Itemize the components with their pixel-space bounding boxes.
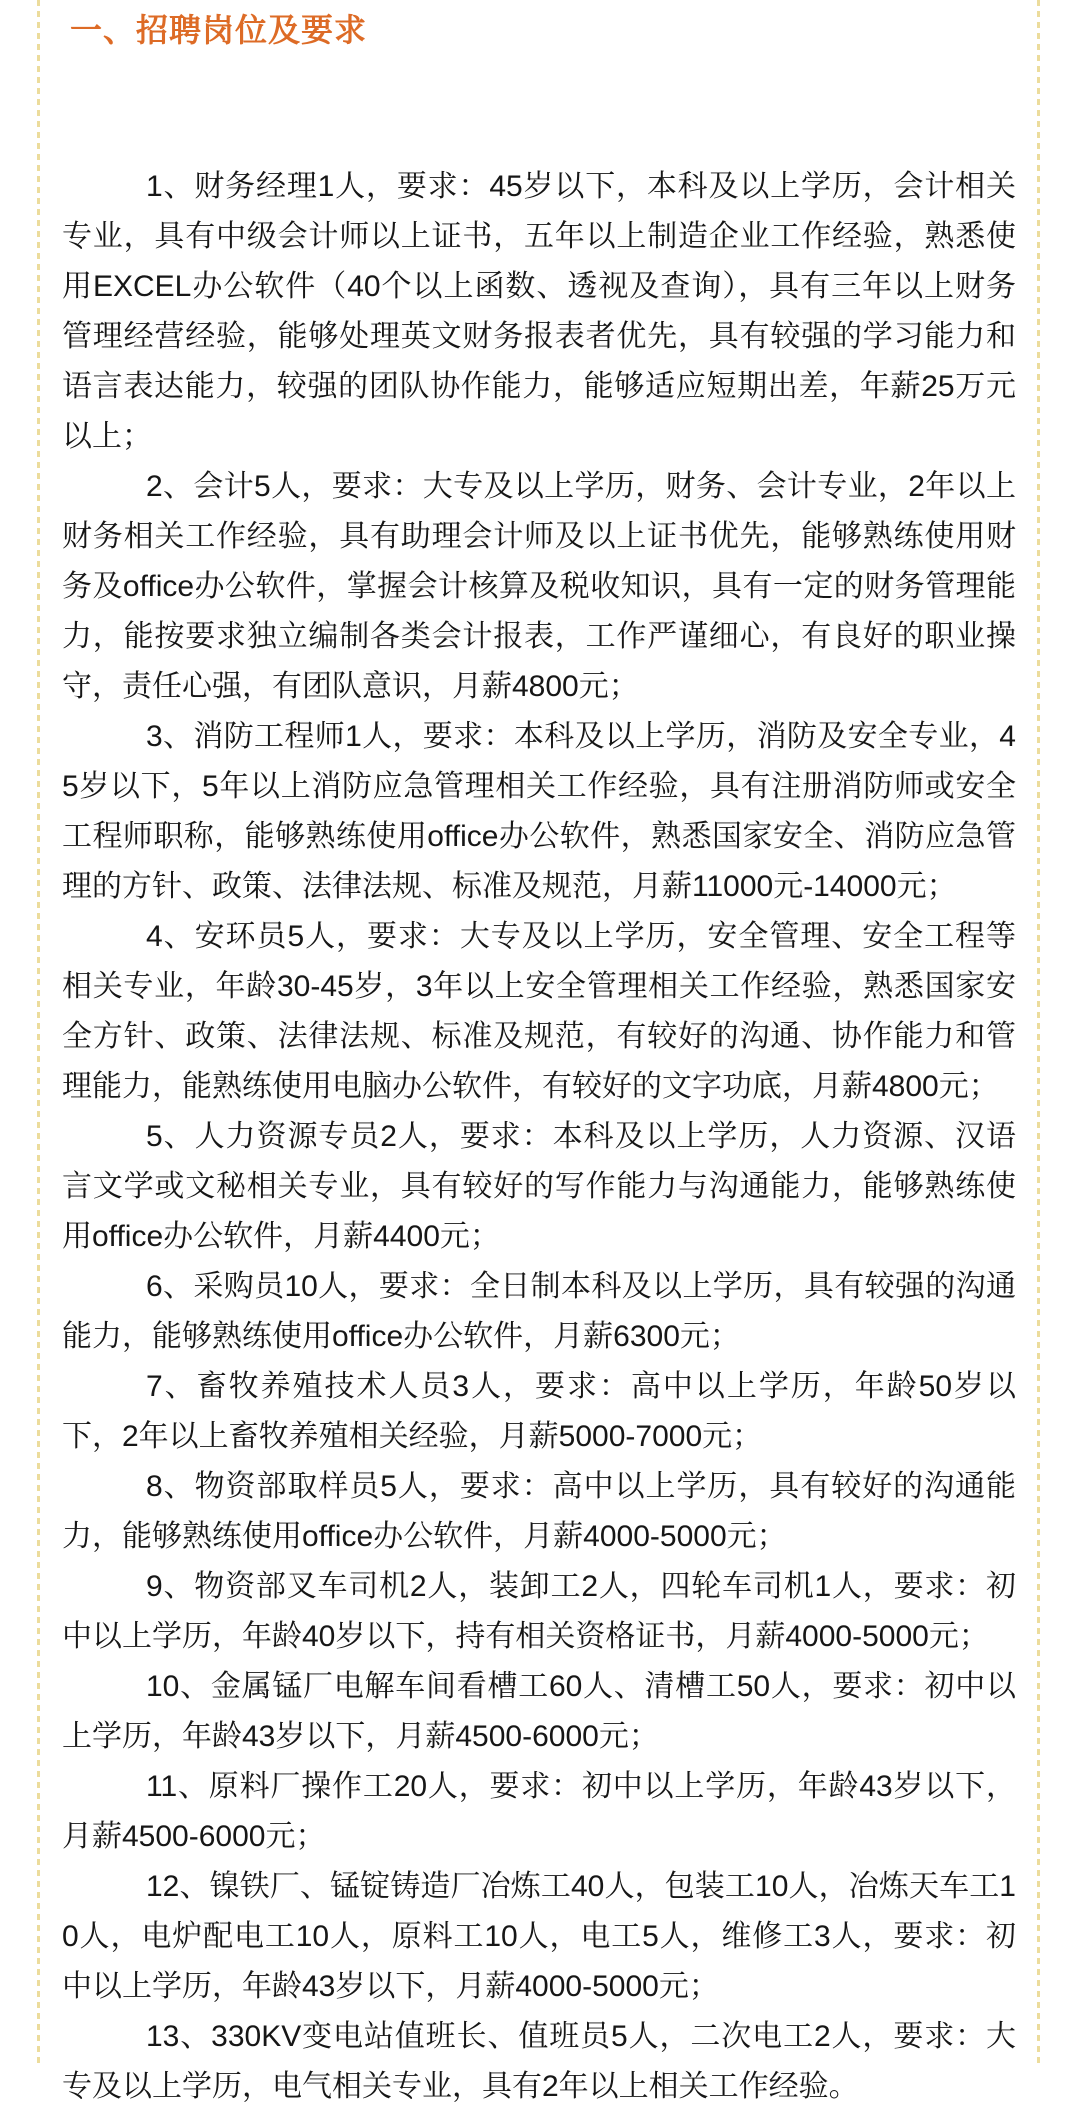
job-paragraph: 1、财务经理1人，要求：45岁以下，本科及以上学历，会计相关专业，具有中级会计师以上证书，五年以上制造企业工作经验，熟悉使用EXCEL办公软件（40个以上函数、透视及查询），具有三年以上财务管理经营经验，能够处理英文财务报表者优先，具有较强的学习能力和语言表达能力，较强的团队协作能力，能够适应短期出差，年薪25万元以上； (62, 170, 1016, 453)
job-paragraph: 3、消防工程师1人，要求：本科及以上学历，消防及安全专业，45岁以下，5年以上消防应急管理相关工作经验，具有注册消防师或安全工程师职称，能够熟练使用office办公软件，熟悉国家安全、消防应急管理的方针、政策、法律法规、标准及规范，月薪11000元-14000元； (62, 720, 1016, 903)
paragraph-list (62, 162, 1016, 2112)
section-title: 一、招聘岗位及要求 (70, 12, 368, 48)
left-dashed-border (37, 0, 40, 2067)
job-paragraph: 8、物资部取样员5人，要求：高中以上学历，具有较好的沟通能力，能够熟练使用office办公软件，月薪4000-5000元； (62, 1470, 1016, 1553)
job-paragraph: 9、物资部叉车司机2人，装卸工2人，四轮车司机1人，要求：初中以上学历，年龄40岁以下，持有相关资格证书，月薪4000-5000元； (62, 1570, 1016, 1653)
job-paragraph: 10、金属锰厂电解车间看槽工60人、清槽工50人，要求：初中以上学历，年龄43岁以下，月薪4500-6000元； (62, 1670, 1016, 1753)
job-paragraph: 12、镍铁厂、锰锭铸造厂冶炼工40人，包装工10人，冶炼天车工10人，电炉配电工10人，原料工10人，电工5人，维修工3人，要求：初中以上学历，年龄43岁以下，月薪4000-5000元； (62, 1870, 1016, 2003)
job-paragraph: 11、原料厂操作工20人，要求：初中以上学历，年龄43岁以下，月薪4500-6000元； (62, 1770, 1016, 1853)
job-paragraph: 2、会计5人，要求：大专及以上学历，财务、会计专业，2年以上财务相关工作经验，具有助理会计师及以上证书优先，能够熟练使用财务及office办公软件，掌握会计核算及税收知识，具有一定的财务管理能力，能按要求独立编制各类会计报表，工作严谨细心，有良好的职业操守，责任心强，有团队意识，月薪4800元； (62, 470, 1016, 703)
job-paragraph: 4、安环员5人，要求：大专及以上学历，安全管理、安全工程等相关专业，年龄30-45岁，3年以上安全管理相关工作经验，熟悉国家安全方针、政策、法律法规、标准及规范，有较好的沟通、协作能力和管理能力，能熟练使用电脑办公软件，有较好的文字功底，月薪4800元； (62, 920, 1016, 1103)
right-dashed-border (1037, 0, 1040, 2067)
job-paragraph: 7、畜牧养殖技术人员3人，要求：高中以上学历，年龄50岁以下，2年以上畜牧养殖相关经验，月薪5000-7000元； (62, 1370, 1016, 1453)
job-paragraph: 13、330KV变电站值班长、值班员5人，二次电工2人，要求：大专及以上学历，电气相关专业，具有2年以上相关工作经验。 (62, 2020, 1016, 2103)
job-paragraph: 6、采购员10人，要求：全日制本科及以上学历，具有较强的沟通能力，能够熟练使用office办公软件，月薪6300元； (62, 1270, 1016, 1353)
article-body (62, 10, 1016, 2112)
job-paragraph: 5、人力资源专员2人，要求：本科及以上学历，人力资源、汉语言文学或文秘相关专业，具有较好的写作能力与沟通能力，能够熟练使用office办公软件，月薪4400元； (62, 1120, 1016, 1253)
